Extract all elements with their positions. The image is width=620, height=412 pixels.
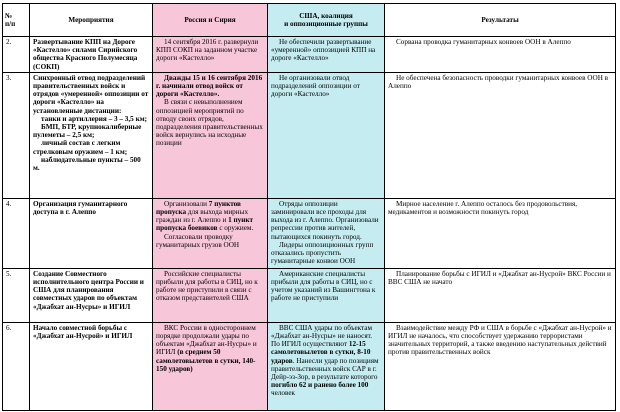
header-row [3, 4, 616, 37]
table-row [3, 198, 616, 268]
header-event: Мероприятия [30, 4, 153, 37]
results-cell: Сорвана проводка гуманитарных конвоев ООН в Алеппо [385, 37, 616, 73]
usa-text: Отряды оппозиции заминировали все проходы для выхода из г. Алеппо. Организовали репрессии против жителей, пытающихся покинуть город. [271, 199, 379, 241]
event-title: Синхронный отвод подразделений правительственных войск и отрядов «умеренной» оппозиции от дороги «Кастелло» на установленные дистанции: [33, 73, 149, 115]
header-number: № п/п [3, 4, 30, 37]
russia-cell: 14 сентября 2016 г. развернули КПП СОКП на заданном участке дороги «Кастелло» [153, 37, 268, 73]
row-number: 5. [3, 268, 30, 322]
russia-text: ВКС России в одностороннем порядке продолжали удары по объектам «Джабхат ан-Нусры» и ИГИЛ (в среднем 50 самолетовылетов в сутки, 140-150 ударов) [156, 323, 257, 373]
russia-text: В связи с невыполнением оппозицией мероприятий по отводу своих отрядов, подразделения правительственных войск вернулись на исходные позиции [156, 98, 263, 148]
russia-bold-text: Дважды 15 и 16 сентября 2016 г. начинали отвод войск от дороги «Кастелло». [156, 73, 263, 99]
usa-cell [268, 322, 385, 410]
event-cell: Создание Совместного исполнительного центра России и США для планирования совместных ударов по объектам «Джабхат ан-Нусры» и ИГИЛ [30, 268, 153, 322]
event-cell: Развертывание КПП на Дороге «Кастелло» силами Сирийского общества Красного Полумесяца (СОКП) [30, 37, 153, 73]
results-cell: Мирное население г. Алеппо осталось без продовольствия, медикаментов и возможности покинуть город [385, 198, 616, 268]
table-row [3, 268, 616, 322]
usa-cell: Американские специалисты прибыли для работы в СИЦ, но с учетом указаний из Вашингтона к работе не приступили [268, 268, 385, 322]
usa-cell: Не обеспечили развертывание «умеренной» оппозицией КПП на дороге «Кастелло» [268, 37, 385, 73]
header-results: Результаты [385, 4, 616, 37]
russia-cell [153, 72, 268, 198]
russia-cell [153, 198, 268, 268]
row-number: 2. [3, 37, 30, 73]
comparison-table [2, 3, 616, 411]
usa-cell [268, 198, 385, 268]
header-usa: США, коалиция и оппозиционные группы [268, 4, 385, 37]
event-item: БМП, БТР, крупнокалиберные пулеметы – 2,5 км; [33, 123, 142, 140]
header-russia: Россия и Сирия [153, 4, 268, 37]
table-row [3, 322, 616, 410]
event-item: личный состав с легким стрелковым оружием – 1 км; [33, 139, 128, 156]
usa-text: ВВС США удары по объектам «Джабхат ан-Нусры» не наносят. По ИГИЛ осуществляют 12-15 самолетовылетов в сутки, 8-10 ударов. Нанесли удар по позициям правительственных войск САР в г. Дейр-эз-Зор, в результате которого погибло 62 и ранено более 100 человек [271, 323, 379, 398]
russia-cell [153, 322, 268, 410]
results-cell: Планирование борьбы с ИГИЛ и «Джабхат ан-Нусрой» ВКС России и ВВС США не начато [385, 268, 616, 322]
row-number: 4. [3, 198, 30, 268]
table-row [3, 72, 616, 198]
event-cell [30, 72, 153, 198]
russia-text: Согласовали проводку гуманитарных грузов ООН [156, 232, 240, 249]
event-item: танки и артиллерия – 3 – 3,5 км; [41, 114, 148, 123]
event-item: наблюдательные пункты – 500 м. [33, 155, 141, 173]
row-number: 6. [3, 322, 30, 410]
russia-text: Организовали 7 пунктов пропуска для выхода мирных граждан из г. Алеппо и 1 пункт пропуска боевиков с оружием. [156, 199, 254, 233]
event-cell: Начало совместной борьбы с «Джабхат ан-Нусрой» и ИГИЛ [30, 322, 153, 410]
russia-cell: Российские специалисты прибыли для работы в СИЦ, но к работе не приступили в связи с отказом представителей США [153, 268, 268, 322]
table-row [3, 37, 616, 73]
row-number: 3. [3, 72, 30, 198]
results-cell: Не обеспечена безопасность проводки гуманитарных конвоев ООН в Алеппо [385, 72, 616, 198]
results-cell: Взаимодействие между РФ и США в борьбе с «Джабхат ан-Нусрой» и ИГИЛ не началось, что способствует удержанию террористами значительных территорий, а также введению наступательных действий против правительственных войск [385, 322, 616, 410]
usa-text: Лидеры оппозиционных групп отказались пропустить гуманитарные конвои ООН [271, 240, 374, 266]
event-cell: Организация гуманитарного доступа в г. Алеппо [30, 198, 153, 268]
usa-cell: Не организовали отвод подразделений оппозиции от дороги «Кастелло» [268, 72, 385, 198]
